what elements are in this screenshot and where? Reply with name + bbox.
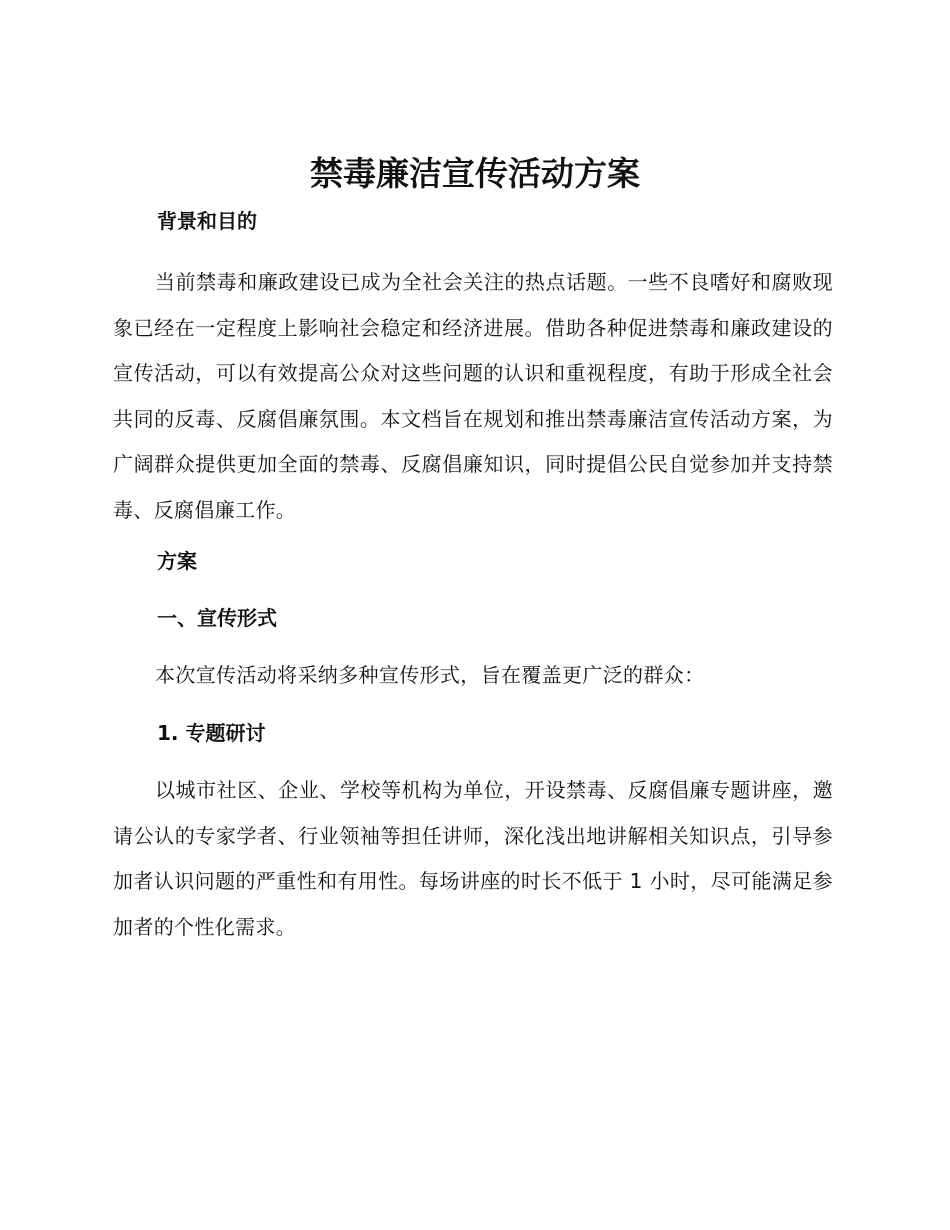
paragraph-publicity-forms: 本次宣传活动将采纳多种宣传形式，旨在覆盖更广泛的群众： bbox=[155, 663, 705, 687]
paragraph-background: 当前禁毒和廉政建设已成为全社会关注的热点话题。一些不良嗜好和腐败现象已经在一定程度上影响社会稳定和经济进展。借助各种促进禁毒和廉政建设的宣传活动，可以有效提高公众对这些问题的认识和重视程度，有助于形成全社会共同的反毒、反腐倡廉氛围。本文档旨在规划和推出禁毒廉洁宣传活动方案，为广阔群众提供更加全面的禁毒、反腐倡廉知识，同时提倡公民自觉参加并支持禁毒、反腐倡廉工作。 bbox=[113, 270, 833, 522]
section-heading-seminar: 1. 专题研讨 bbox=[157, 721, 266, 745]
paragraph-seminar: 以城市社区、企业、学校等机构为单位，开设禁毒、反腐倡廉专题讲座，邀请公认的专家学者、行业领袖等担任讲师，深化浅出地讲解相关知识点，引导参加者认识问题的严重性和有用性。每场讲座的时长不低于 1 小时，尽可能满足参加者的个性化需求。 bbox=[113, 778, 833, 939]
section-heading-publicity-forms: 一、宣传形式 bbox=[157, 606, 277, 630]
section-heading-background: 背景和目的 bbox=[157, 209, 257, 233]
document-title: 禁毒廉洁宣传活动方案 bbox=[310, 154, 640, 193]
section-heading-plan: 方案 bbox=[157, 549, 197, 573]
